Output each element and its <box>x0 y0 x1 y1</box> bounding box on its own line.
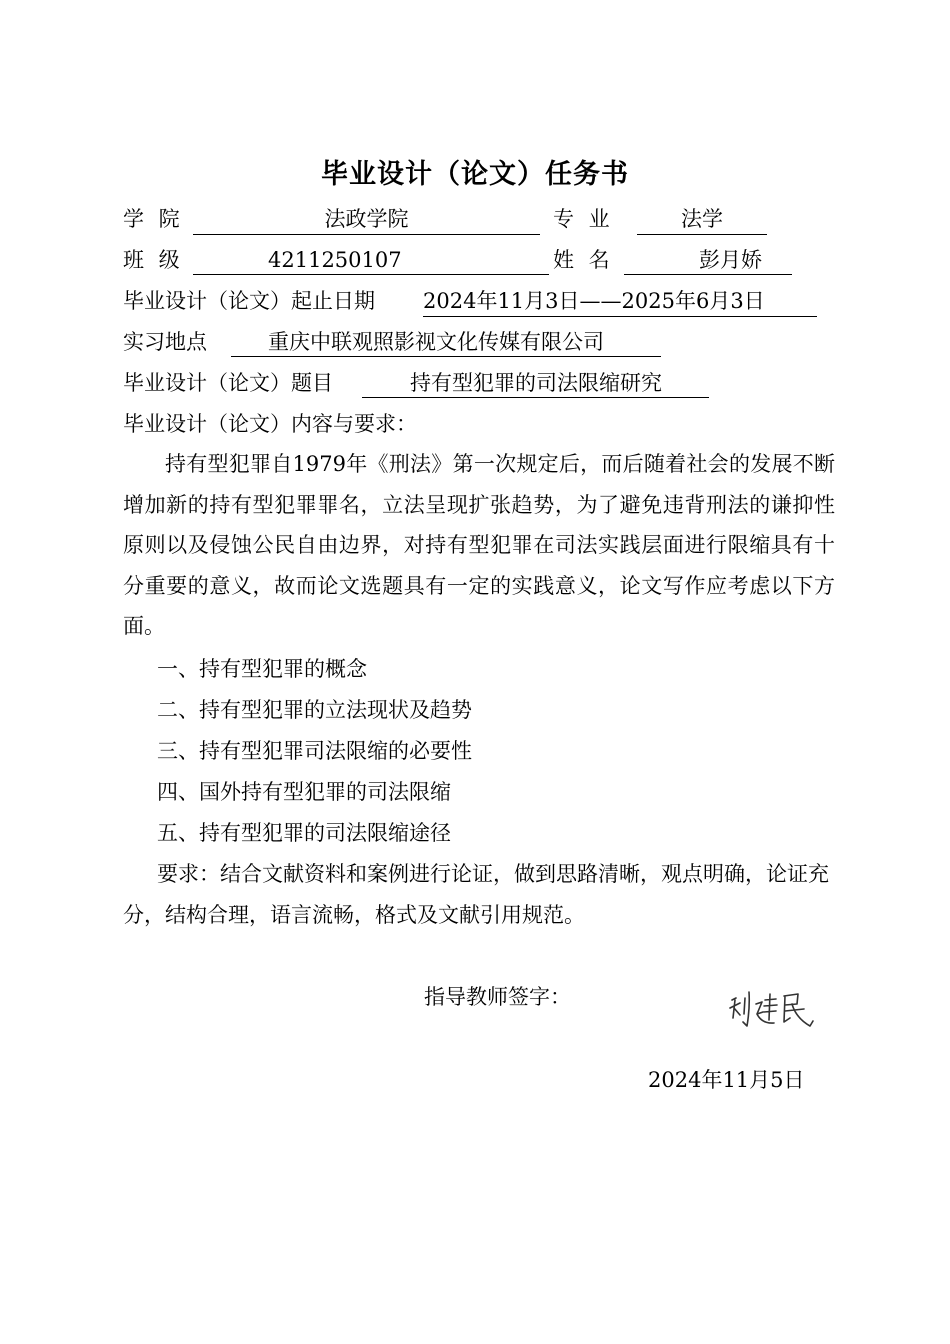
outline-item: 一、持有型犯罪的概念 <box>157 657 367 681</box>
intro-paragraph: 持有型犯罪自1979年《刑法》第一次规定后，而后随着社会的发展不断增加新的持有型犯罪罪名，立法呈现扩张趋势，为了避免违背刑法的谦抑性原则以及侵蚀公民自由边界，对持有型犯罪在司法实践层面进行限缩具有十分重要的意义，故而论文选题具有一定的实践意义，论文写作应考虑以下方面。 <box>123 452 835 638</box>
period-value: 2024年11月3日——2025年6月3日 <box>423 286 817 317</box>
major-value: 法学 <box>637 204 767 235</box>
name-value: 彭月娇 <box>624 245 792 275</box>
topic-value: 持有型犯罪的司法限缩研究 <box>362 368 709 398</box>
location-value: 重庆中联观照影视文化传媒有限公司 <box>231 327 661 357</box>
college-value: 法政学院 <box>193 204 540 235</box>
outline-item: 二、持有型犯罪的立法现状及趋势 <box>157 698 472 722</box>
period-label: 毕业设计（论文）起止日期 <box>123 289 375 313</box>
class-value: 4211250107 <box>193 245 549 275</box>
advisor-signature-label: 指导教师签字： <box>424 985 571 1009</box>
content-label: 毕业设计（论文）内容与要求： <box>123 412 417 436</box>
college-label: 学 院 <box>123 207 184 231</box>
advisor-signature <box>726 984 826 1032</box>
requirements-paragraph: 要求：结合文献资料和案例进行论证，做到思路清晰，观点明确，论证充分，结构合理，语言流畅，格式及文献引用规范。 <box>123 862 829 927</box>
outline-item: 五、持有型犯罪的司法限缩途径 <box>157 821 451 845</box>
document-title: 毕业设计（论文）任务书 <box>321 159 629 190</box>
outline-item: 四、国外持有型犯罪的司法限缩 <box>157 780 451 804</box>
topic-label: 毕业设计（论文）题目 <box>123 371 333 395</box>
major-label: 专 业 <box>553 207 614 231</box>
class-label: 班 级 <box>123 248 184 272</box>
name-label: 姓 名 <box>553 248 614 272</box>
document-date: 2024年11月5日 <box>648 1068 805 1092</box>
outline-item: 三、持有型犯罪司法限缩的必要性 <box>157 739 472 763</box>
location-label: 实习地点 <box>123 330 207 354</box>
